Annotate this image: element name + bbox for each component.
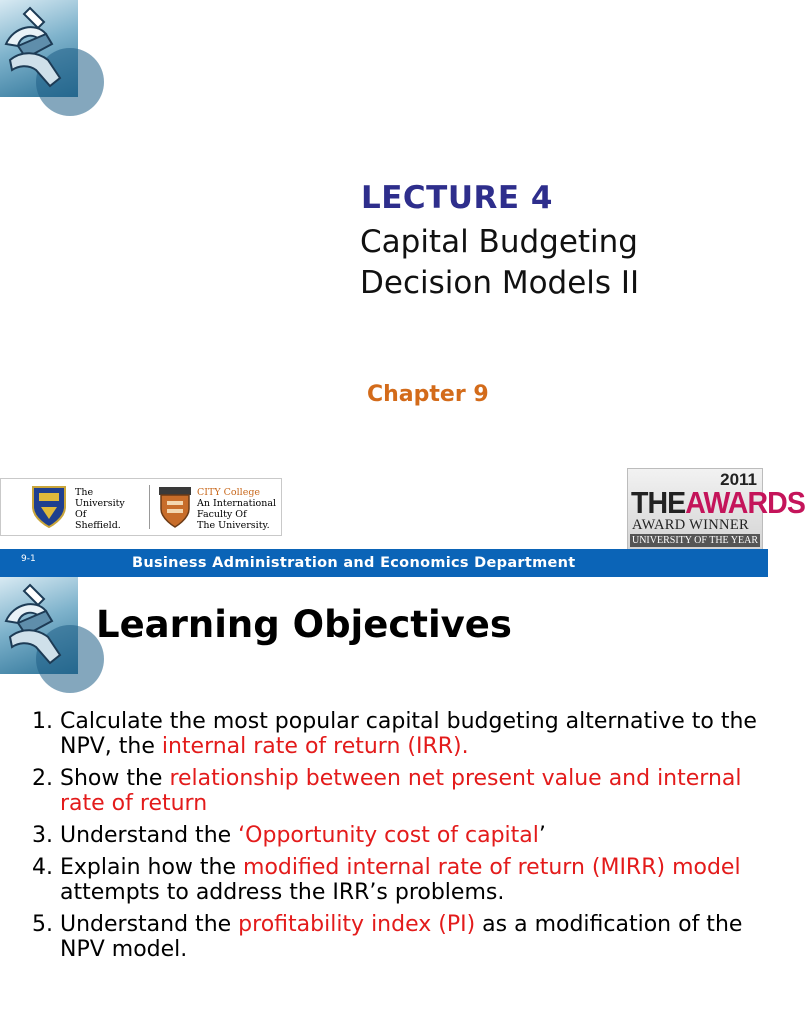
university-logos [0,478,282,536]
award-category: UNIVERSITY OF THE YEAR [631,535,758,546]
objective-item [32,855,762,905]
award-winner-label: AWARD WINNER [632,517,749,533]
the-awards-badge [627,468,805,550]
department-name: Business Administration and Economics Department [132,555,576,571]
award-year: 2011 [720,470,757,489]
objective-item [32,823,762,848]
sheffield-logo-text: The University Of Sheffield. [75,487,125,531]
objective-number: 4. [32,855,53,880]
objective-text: Understand the [60,823,239,848]
lecture-subtitle [360,222,639,304]
award-title: THEAWARDS [631,485,805,520]
logo-divider [149,485,150,529]
objective-number: 5. [32,912,53,937]
objective-text: as a modification of the NPV model. [60,912,743,962]
objective-highlight: modified internal rate of return (MIRR) model [243,855,741,880]
objective-number: 2. [32,766,53,791]
learning-objectives-title: Learning Objectives [96,603,512,646]
objective-text: Understand the [60,912,239,937]
subtitle-line-2: Decision Models II [360,265,640,301]
objective-number: 1. [32,709,53,734]
objective-item [32,709,762,759]
objective-text: Show the [60,766,170,791]
wrench-logo-icon [0,577,78,674]
objective-text: ’ [538,823,546,848]
slide-number: 9-1 [21,554,36,564]
footer-bar [0,549,768,577]
chapter-label: Chapter 9 [367,382,489,407]
objectives-list [32,709,762,969]
objective-text: attempts to address the IRR’s problems. [60,880,505,905]
objective-text: Calculate the most popular capital budgeting alternative to the NPV, the [60,709,757,759]
subtitle-line-1: Capital Budgeting [360,224,638,260]
wrench-logo-icon [0,0,78,97]
objective-highlight: internal rate of return (IRR). [161,734,469,759]
lecture-title: LECTURE 4 [361,180,553,216]
objective-text: Explain how the [60,855,244,880]
objective-number: 3. [32,823,53,848]
objective-highlight: ‘Opportunity cost of capital [238,823,539,848]
objective-highlight: relationship between net present value and internal rate of return [60,766,742,816]
sheffield-crest-icon [31,485,67,529]
objective-item [32,912,762,962]
objective-item [32,766,762,816]
objective-highlight: profitability index (PI) [238,912,476,937]
city-college-logo-text: CITY College An International Faculty Of The University. [197,487,277,531]
city-college-crest-icon [157,485,193,529]
